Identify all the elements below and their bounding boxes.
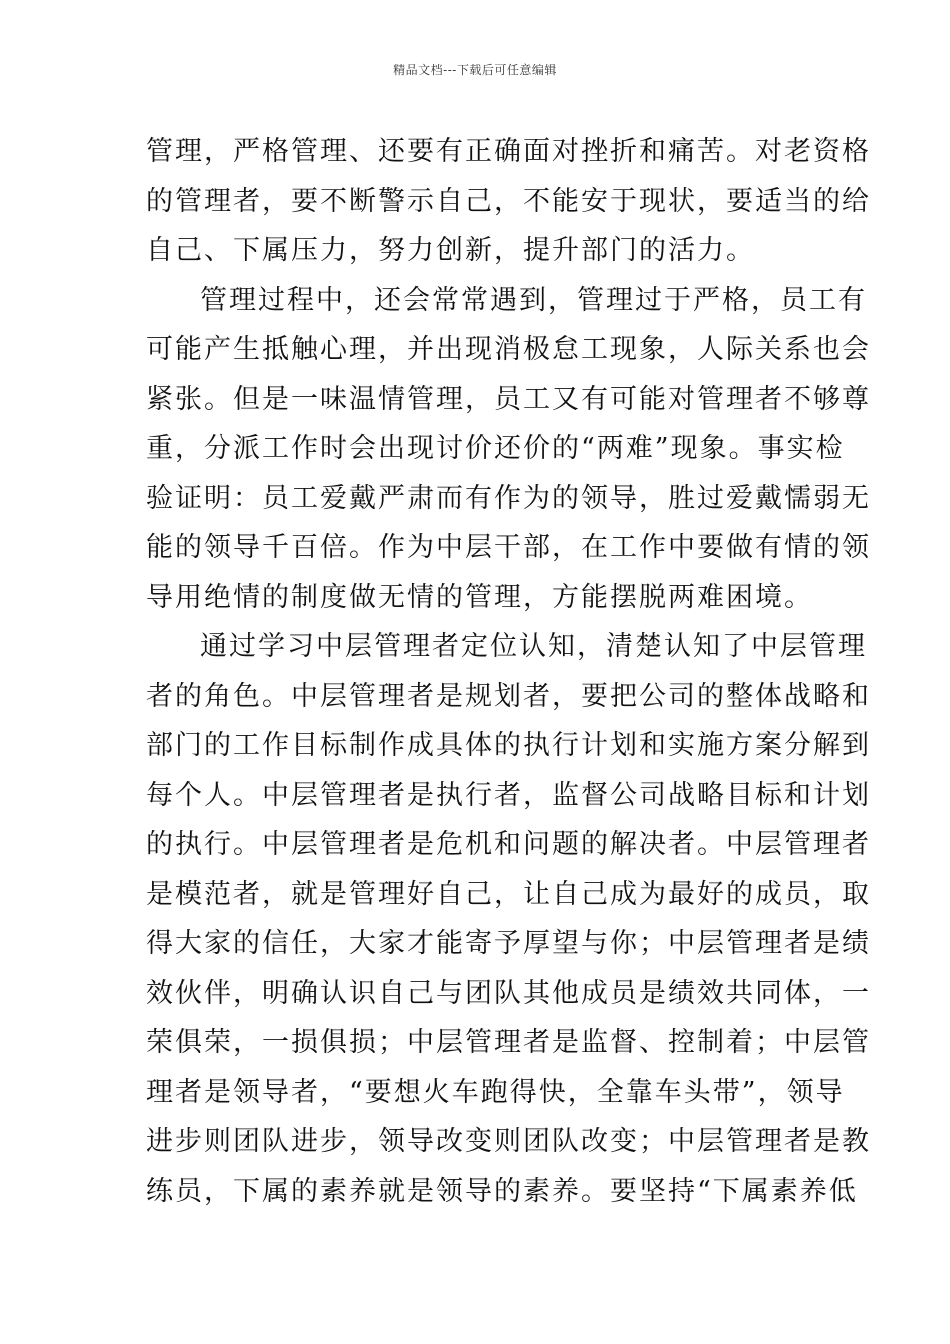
paragraph-1 — [146, 127, 871, 276]
text-line: 练员，下属的素养就是领导的素养。要坚持“下属素养低 — [146, 1175, 858, 1207]
paragraph-2 — [146, 276, 871, 623]
text-line: 效伙伴，明确认识自己与团队其他成员是绩效共同体，一 — [146, 977, 871, 1009]
text-line: 自己、下属压力，努力创新，提升部门的活力。 — [146, 235, 755, 266]
text-line: 是模范者，就是管理好自己，让自己成为最好的成员，取 — [146, 878, 871, 910]
text-line: 管理，严格管理、还要有正确面对挫折和痛苦。对老资格 — [146, 136, 871, 167]
text-line: 者的角色。中层管理者是规划者，要把公司的整体战略和 — [146, 680, 871, 712]
text-line: 部门的工作目标制作成具体的执行计划和实施方案分解到 — [146, 730, 871, 761]
text-line: 管理过程中，还会常常遇到，管理过于严格，员工有 — [200, 284, 867, 316]
text-line: 通过学习中层管理者定位认知，清楚认知了中层管理 — [200, 631, 867, 662]
text-line: 得大家的信任，大家才能寄予厚望与你；中层管理者是绩 — [146, 928, 871, 959]
text-line: 重，分派工作时会出现讨价还价的“两难”现象。事实检 — [146, 433, 845, 464]
text-line: 验证明：员工爱戴严肃而有作为的领导，胜过爱戴懦弱无 — [146, 482, 871, 514]
page-header: 精品文档---下载后可任意编辑 — [393, 63, 557, 77]
text-line: 进步则团队进步，领导改变则团队改变；中层管理者是教 — [146, 1126, 871, 1157]
text-line: 荣俱荣，一损俱损；中层管理者是监督、控制着；中层管 — [146, 1027, 871, 1058]
text-line: 每个人。中层管理者是执行者，监督公司战略目标和计划 — [146, 779, 871, 811]
text-line: 理者是领导者，“要想火车跑得快，全靠车头带”，领导 — [146, 1076, 845, 1108]
document-body — [146, 127, 871, 1216]
text-line: 紧张。但是一味温情管理，员工又有可能对管理者不够尊 — [146, 383, 871, 415]
text-line: 的执行。中层管理者是危机和问题的解决者。中层管理者 — [146, 829, 871, 860]
text-line: 能的领导千百倍。作为中层干部，在工作中要做有情的领 — [146, 532, 871, 563]
paragraph-3 — [146, 622, 871, 1216]
text-line: 可能产生抵触心理，并出现消极怠工现象，人际关系也会 — [146, 334, 871, 365]
text-line: 导用绝情的制度做无情的管理，方能摆脱两难困境。 — [146, 581, 813, 613]
text-line: 的管理者，要不断警示自己，不能安于现状，要适当的给 — [146, 185, 871, 217]
